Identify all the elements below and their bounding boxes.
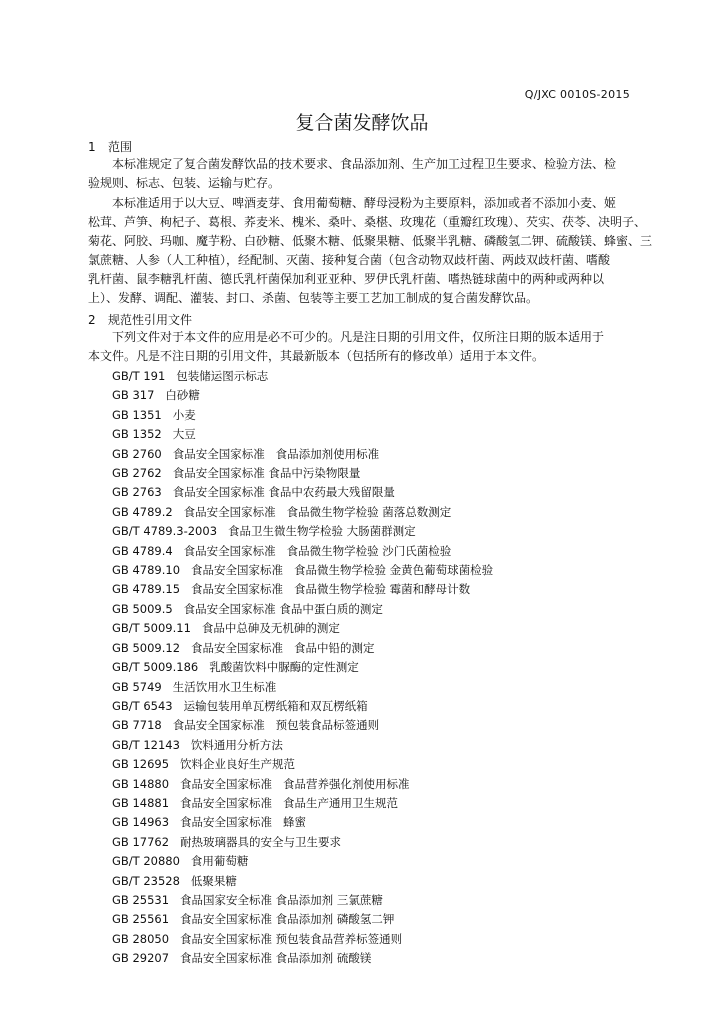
reference-item: GB 1351 小麦	[112, 407, 196, 422]
text-line: 验规则、标志、包装、运输与贮存。	[88, 176, 281, 190]
section-number: 1	[88, 140, 96, 154]
reference-item: GB 14963 食品安全国家标准 蜂蜜	[112, 815, 306, 830]
section-1-heading	[88, 138, 132, 155]
text-line: 本标准适用于以大豆、啤酒麦芽、食用葡萄糖、酵母浸粉为主要原料，添加或者不添加小麦、姬	[112, 196, 617, 210]
section-number: 2	[88, 313, 96, 327]
reference-item: GB/T 5009.186 乳酸菌饮料中脲酶的定性测定	[112, 660, 359, 675]
reference-item: GB 2762 食品安全国家标准 食品中污染物限量	[112, 466, 361, 481]
reference-list	[112, 367, 493, 969]
text-line: 乳杆菌、鼠李糖乳杆菌、德氏乳杆菌保加利亚亚种、罗伊氏乳杆菌、嗜热链球菌中的两种或两种以	[88, 272, 605, 286]
text-line: 上）、发酵、调配、灌装、封口、杀菌、包装等主要工艺加工制成的复合菌发酵饮品。	[88, 291, 539, 305]
reference-item: GB 29207 食品安全国家标准 食品添加剂 硫酸镁	[112, 951, 372, 966]
section-title: 规范性引用文件	[108, 313, 193, 327]
reference-item: GB/T 5009.11 食品中总砷及无机砷的测定	[112, 621, 340, 636]
reference-item: GB 28050 食品安全国家标准 预包装食品营养标签通则	[112, 931, 403, 946]
section-1-paragraph-1	[88, 155, 636, 193]
reference-item: GB 4789.4 食品安全国家标准 食品微生物学检验 沙门氏菌检验	[112, 543, 452, 558]
reference-item: GB 14881 食品安全国家标准 食品生产通用卫生规范	[112, 795, 398, 810]
reference-item: GB 25531 食品国家安全标准 食品添加剂 三氯蔗糖	[112, 892, 383, 907]
reference-item: GB 5009.5 食品安全国家标准 食品中蛋白质的测定	[112, 601, 383, 616]
reference-item: GB 2763 食品安全国家标准 食品中农药最大残留限量	[112, 485, 395, 500]
text-line: 松茸、芦笋、枸杞子、葛根、荞麦米、槐米、桑叶、桑椹、玫瑰花（重瓣红玫瑰）、芡实、茯苓、决明子、	[88, 215, 647, 229]
document-title: 复合菌发酵饮品	[295, 112, 429, 134]
section-title: 范围	[108, 140, 133, 154]
reference-item: GB 12695 饮料企业良好生产规范	[112, 757, 296, 772]
reference-item: GB 4789.10 食品安全国家标准 食品微生物学检验 金黄色葡萄球菌检验	[112, 563, 494, 578]
reference-item: GB 5009.12 食品安全国家标准 食品中铅的测定	[112, 640, 375, 655]
text-line: 本文件。凡是不注日期的引用文件，其最新版本（包括所有的修改单）适用于本文件。	[88, 349, 545, 363]
reference-item: GB 4789.2 食品安全国家标准 食品微生物学检验 菌落总数测定	[112, 504, 452, 519]
reference-item: GB 1352 大豆	[112, 427, 196, 442]
reference-item: GB 2760 食品安全国家标准 食品添加剂使用标准	[112, 446, 380, 461]
reference-item: GB/T 20880 食用葡萄糖	[112, 854, 249, 869]
text-line: 本标准规定了复合菌发酵饮品的技术要求、食品添加剂、生产加工过程卫生要求、检验方法、检	[112, 157, 617, 171]
text-line: 氯蔗糖、人参（人工种植），经配制、灭菌、接种复合菌（包含动物双歧杆菌、两歧双歧杆菌、嗜酸	[88, 253, 611, 267]
reference-item: GB/T 4789.3-2003 食品卫生微生物学检验 大肠菌群测定	[112, 524, 416, 539]
reference-item: GB/T 23528 低聚果糖	[112, 873, 237, 888]
reference-item: GB 14880 食品安全国家标准 食品营养强化剂使用标准	[112, 776, 410, 791]
text-line: 菊花、阿胶、玛咖、魔芋粉、白砂糖、低聚木糖、低聚果糖、低聚半乳糖、磷酸氢二钾、硫酸镁、蜂蜜、三	[88, 234, 653, 248]
section-2-paragraph	[88, 328, 636, 366]
reference-item: GB 7718 食品安全国家标准 预包装食品标签通则	[112, 718, 380, 733]
section-1-paragraph-2	[88, 194, 653, 308]
reference-item: GB 4789.15 食品安全国家标准 食品微生物学检验 霉菌和酵母计数	[112, 582, 471, 597]
reference-item: GB/T 12143 饮料通用分析方法	[112, 737, 283, 752]
standard-code: Q/JXC 0010S-2015	[524, 88, 630, 101]
text-line: 下列文件对于本文件的应用是必不可少的。凡是注日期的引用文件，仅所注日期的版本适用于	[112, 330, 605, 344]
reference-item: GB/T 191 包装储运图示标志	[112, 369, 269, 383]
section-2-heading	[88, 311, 192, 328]
reference-item: GB 25561 食品安全国家标准 食品添加剂 磷酸氢二钾	[112, 912, 395, 927]
reference-item: GB 317 白砂糖	[112, 388, 200, 403]
reference-item: GB 17762 耐热玻璃器具的安全与卫生要求	[112, 834, 342, 849]
reference-item: GB 5749 生活饮用水卫生标准	[112, 679, 277, 694]
reference-item: GB/T 6543 运输包装用单瓦楞纸箱和双瓦楞纸箱	[112, 698, 368, 713]
